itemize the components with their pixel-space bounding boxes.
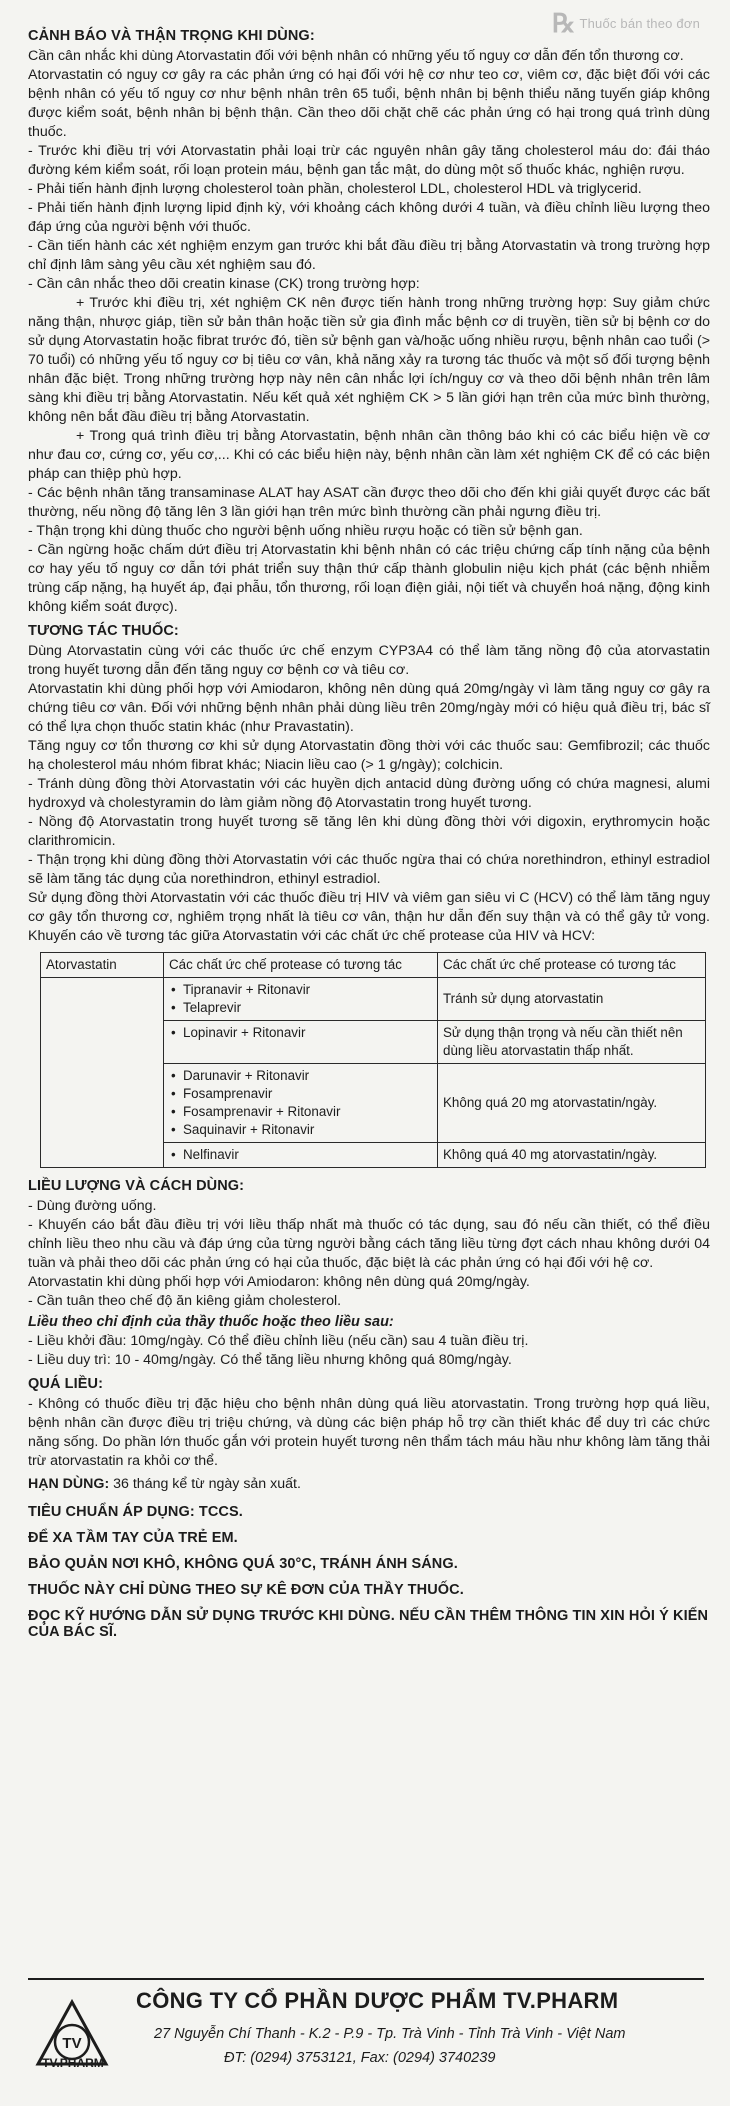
rx-icon: ℞ xyxy=(551,8,576,38)
notice-line: THUỐC NÀY CHỈ DÙNG THEO SỰ KÊ ĐƠN CỦA THẦY THUỐC. xyxy=(28,1582,464,1598)
list-item: • Darunavir + Ritonavir xyxy=(183,1067,432,1085)
inhibitor-list xyxy=(169,1024,432,1042)
dosage-heading: LIỀU LƯỢNG VÀ CÁCH DÙNG: xyxy=(28,1178,245,1194)
notice-line: ĐỂ XA TẦM TAY CỦA TRẺ EM. xyxy=(28,1530,238,1546)
table-cell-empty xyxy=(41,978,164,1168)
table-cell-inhibitors xyxy=(164,1143,438,1168)
overdose-section xyxy=(28,1376,710,1471)
warnings-section xyxy=(28,28,710,617)
overdose-heading: QUÁ LIỀU: xyxy=(28,1376,104,1392)
dosage-line: - Liều duy trì: 10 - 40mg/ngày. Có thể tăng liều nhưng không quá 80mg/ngày. xyxy=(28,1352,512,1368)
dosage-section xyxy=(28,1178,710,1370)
shelf-life-label: HẠN DÙNG: xyxy=(28,1476,110,1492)
logo-text: TV.PHARM xyxy=(42,2056,104,2070)
list-item: • Lopinavir + Ritonavir xyxy=(183,1024,432,1042)
inhibitor-list xyxy=(169,1146,432,1164)
ck-item: + Trước khi điều trị, xét nghiệm CK nên được tiến hành trong những trường hợp: Suy giảm chức năng thận, nhược giáp, tiền sử bản thân hoặc tiền sử gia đình mắc bệnh cơ di truyền, tiền sử bị bệnh cơ do sử dụng Atorvastatin hoặc fibrat trước đó, tiền sử bệnh gan và/hoặc uống nhiều rượu, bệnh nhân cao tuổi (> 70 tuổi) có những yếu tố nguy cơ bị tiêu cơ vân, khả năng xảy ra tương tác thuốc và một số đối tượng bệnh nhân đặc biệt. Trong những trường hợp này nên cân nhắc lợi ích/nguy cơ và theo dõi bệnh nhân trên lâm sàng khi điều trị bằng Atorvastatin. Nếu kết quả xét nghiệm CK > 5 lần giới hạn trên của mức bình thường, không nên bắt đầu điều trị bằng Atorvastatin. xyxy=(28,295,710,425)
warnings-heading: CẢNH BÁO VÀ THẬN TRỌNG KHI DÙNG: xyxy=(28,28,315,44)
warning-line: Atorvastatin có nguy cơ gây ra các phản ứng có hại đối với hệ cơ như teo cơ, viêm cơ, đặc biệt đối với các bệnh nhân có yếu tố nguy cơ như bệnh nhân trên 65 tuổi, bệnh nhân bị bệnh thiểu năng tuyến giáp không được kiểm soát, bệnh nhân bị bệnh thận. Cần theo dõi chặt chẽ các phản ứng có hại trong quá trình dùng thuốc. xyxy=(28,67,710,140)
warning-line: - Cần cân nhắc theo dõi creatin kinase (CK) trong trường hợp: xyxy=(28,276,420,292)
dosage-subheading: Liều theo chỉ định của thầy thuốc hoặc theo liều sau: xyxy=(28,1314,394,1330)
table-cell-inhibitors xyxy=(164,1021,438,1064)
interaction-line: - Nồng độ Atorvastatin trong huyết tương sẽ tăng lên khi dùng đồng thời với digoxin, erythromycin hoặc clarithromicin. xyxy=(28,814,710,849)
list-item: • Tipranavir + Ritonavir xyxy=(183,981,432,999)
table-cell-inhibitors xyxy=(164,978,438,1021)
rx-badge-text: Thuốc bán theo đơn xyxy=(579,16,700,31)
warning-line: - Phải tiến hành định lượng cholesterol toàn phần, cholesterol LDL, cholesterol HDL và triglycerid. xyxy=(28,181,642,197)
shelf-life-value: 36 tháng kể từ ngày sản xuất. xyxy=(113,1476,301,1492)
table-header-cell: Atorvastatin xyxy=(41,953,164,978)
table-header-cell: Các chất ức chế protease có tương tác xyxy=(164,953,438,978)
warning-line: - Cần tiến hành các xét nghiệm enzym gan trước khi bắt đầu điều trị bằng Atorvastatin và trong trường hợp chỉ định lâm sàng yêu cầu xét nghiệm sau đó. xyxy=(28,238,710,273)
list-item: • Saquinavir + Ritonavir xyxy=(183,1121,432,1139)
warning-line: - Phải tiến hành định lượng lipid định kỳ, với khoảng cách không dưới 4 tuần, và điều chỉnh liều lượng theo đáp ứng của người bệnh với thuốc. xyxy=(28,200,710,235)
company-name: CÔNG TY CỔ PHẦN DƯỢC PHẨM TV.PHARM xyxy=(136,1988,619,2013)
list-item: • Fosamprenavir xyxy=(183,1085,432,1103)
table-header-row xyxy=(41,953,706,978)
interaction-line: - Thận trọng khi dùng đồng thời Atorvastatin với các thuốc ngừa thai có chứa norethindron, ethinyl estradiol sẽ làm tăng tác dụng của norethindron, ethinyl estradiol. xyxy=(28,852,710,887)
company-address: 27 Nguyễn Chí Thanh - K.2 - P.9 - Tp. Trà Vinh - Tỉnh Trà Vinh - Việt Nam xyxy=(154,2026,626,2042)
notices-section xyxy=(28,1475,710,1640)
notice-line: TIÊU CHUẨN ÁP DỤNG: TCCS. xyxy=(28,1504,243,1520)
warning-line: - Thận trọng khi dùng thuốc cho người bệnh uống nhiều rượu hoặc có tiền sử bệnh gan. xyxy=(28,523,583,539)
notice-line: ĐỌC KỸ HƯỚNG DẪN SỬ DỤNG TRƯỚC KHI DÙNG. NẾU CẦN THÊM THÔNG TIN XIN HỎI Ý KIẾN CỦA BÁC SĨ. xyxy=(28,1608,709,1640)
warning-line: Cần cân nhắc khi dùng Atorvastatin đối với bệnh nhân có những yếu tố nguy cơ dẫn đến tổn thương cơ. xyxy=(28,48,684,64)
list-item: • Telaprevir xyxy=(183,999,432,1017)
logo-mark: TV xyxy=(62,2035,82,2052)
inhibitor-list xyxy=(169,981,432,1017)
shelf-life xyxy=(28,1475,710,1494)
interaction-line: Tăng nguy cơ tổn thương cơ khi sử dụng Atorvastatin đồng thời với các thuốc sau: Gemfibrozil; các thuốc hạ cholesterol máu nhóm fibrat khác; Niacin liều cao (> 1 g/ngày); colchicin. xyxy=(28,738,710,773)
protease-interaction-table xyxy=(40,952,706,1168)
table-row xyxy=(41,978,706,1021)
table-cell-recommendation: Sử dụng thận trọng và nếu cần thiết nên dùng liều atorvastatin thấp nhất. xyxy=(438,1021,706,1064)
list-item: • Fosamprenavir + Ritonavir xyxy=(183,1103,432,1121)
table-header-cell: Các chất ức chế protease có tương tác xyxy=(438,953,706,978)
dosage-line: - Dùng đường uống. xyxy=(28,1198,157,1214)
rx-badge xyxy=(552,8,700,39)
inhibitor-list xyxy=(169,1067,432,1139)
dosage-line: - Cần tuân theo chế độ ăn kiêng giảm cholesterol. xyxy=(28,1293,342,1309)
dosage-line: - Khuyến cáo bắt đầu điều trị với liều thấp nhất mà thuốc có tác dụng, sau đó nếu cần thiết, có thể điều chỉnh liều theo nhu cầu và đáp ứng của từng người bằng cách tăng liều từng đợt cách nhau không dưới 04 tuần và phải theo dõi các phản ứng có hại của thuốc, đặc biệt là các phản ứng có hại đối với hệ cơ. xyxy=(28,1217,710,1271)
warning-line: - Các bệnh nhân tăng transaminase ALAT hay ASAT cần được theo dõi cho đến khi giải quyết được các bất thường, nếu nồng độ tăng lên 3 lần giới hạn trên mức bình thường cần phải ngưng điều trị. xyxy=(28,485,710,520)
dosage-line: - Liều khởi đầu: 10mg/ngày. Có thể điều chỉnh liều (nếu cần) sau 4 tuần điều trị. xyxy=(28,1333,529,1349)
interaction-line: Dùng Atorvastatin cùng với các thuốc ức chế enzym CYP3A4 có thể làm tăng nồng độ của atorvastatin trong huyết tương dẫn đến tăng nguy cơ bệnh cơ và tiêu cơ. xyxy=(28,643,710,678)
table-cell-recommendation: Không quá 20 mg atorvastatin/ngày. xyxy=(438,1064,706,1143)
dosage-line: Atorvastatin khi dùng phối hợp với Amiodaron: không nên dùng quá 20mg/ngày. xyxy=(28,1274,530,1290)
interaction-line: Sử dụng đồng thời Atorvastatin với các thuốc điều trị HIV và viêm gan siêu vi C (HCV) có thể làm tăng nguy cơ gây tổn thương cơ, nghiêm trọng nhất là tiêu cơ vân, thận hư dẫn đến suy thận và có thể gây tử vong. Khuyến cáo về tương tác giữa Atorvastatin với các chất ức chế protease của HIV và HCV: xyxy=(28,890,710,944)
notice-line: BẢO QUẢN NƠI KHÔ, KHÔNG QUÁ 30°C, TRÁNH ÁNH SÁNG. xyxy=(28,1556,458,1572)
table-cell-recommendation: Tránh sử dụng atorvastatin xyxy=(438,978,706,1021)
warning-line: - Trước khi điều trị với Atorvastatin phải loại trừ các nguyên nhân gây tăng cholesterol máu do: đái tháo đường kém kiểm soát, rối loạn protein máu, bệnh gan tắc mật, do dùng một số thuốc khác, nghiện rượu. xyxy=(28,143,710,178)
company-phone: ĐT: (0294) 3753121, Fax: (0294) 3740239 xyxy=(224,2050,496,2066)
interaction-line: - Tránh dùng đồng thời Atorvastatin với các huyền dịch antacid dùng đường uống có chứa magnesi, alumi hydroxyd và cholestyramin do làm giảm nồng độ Atorvastatin trong huyết tương. xyxy=(28,776,710,811)
ck-item: + Trong quá trình điều trị bằng Atorvastatin, bệnh nhân cần thông báo khi có các biểu hiện về cơ như đau cơ, cứng cơ, yếu cơ,... Khi có các biểu hiện này, bệnh nhân cần làm xét nghiệm CK để có các biện pháp can thiệp phù hợp. xyxy=(28,428,710,482)
interaction-line: Atorvastatin khi dùng phối hợp với Amiodaron, không nên dùng quá 20mg/ngày vì làm tăng nguy cơ gây ra chứng tiêu cơ vân. Đối với những bệnh nhân phải dùng liều trên 20mg/ngày mới có hiệu quả điều trị, bác sĩ có thể lựa chọn thuốc statin khác (như Pravastatin). xyxy=(28,681,710,735)
interactions-heading: TƯƠNG TÁC THUỐC: xyxy=(28,623,179,639)
list-item: • Nelfinavir xyxy=(183,1146,432,1164)
interactions-section xyxy=(28,623,710,1168)
company-footer xyxy=(28,1978,704,2098)
overdose-text: - Không có thuốc điều trị đặc hiệu cho bệnh nhân dùng quá liều atorvastatin. Trong trường hợp quá liều, bệnh nhân cần được điều trị triệu chứng, và dùng các biện pháp hỗ trợ cần thiết khác để duy trì các chức năng sống. Do phần lớn thuốc gắn với protein huyết tương nên thẩm tách máu hầu như không làm tăng thải trừ atorvastatin ra khỏi cơ thể. xyxy=(28,1396,710,1469)
warning-line: - Cần ngừng hoặc chấm dứt điều trị Atorvastatin khi bệnh nhân có các triệu chứng cấp tính nặng của bệnh cơ hay yếu tố nguy cơ dẫn tới phát triển suy thận thứ cấp thành globulin niệu kịch phát (các bệnh nhiễm trùng cấp nặng, hạ huyết áp, đại phẫu, tổn thương, rối loạn điện giải, nội tiết và chuyển hoá nặng, động kinh không kiểm soát được). xyxy=(28,542,710,615)
table-cell-inhibitors xyxy=(164,1064,438,1143)
table-cell-recommendation: Không quá 40 mg atorvastatin/ngày. xyxy=(438,1143,706,1168)
